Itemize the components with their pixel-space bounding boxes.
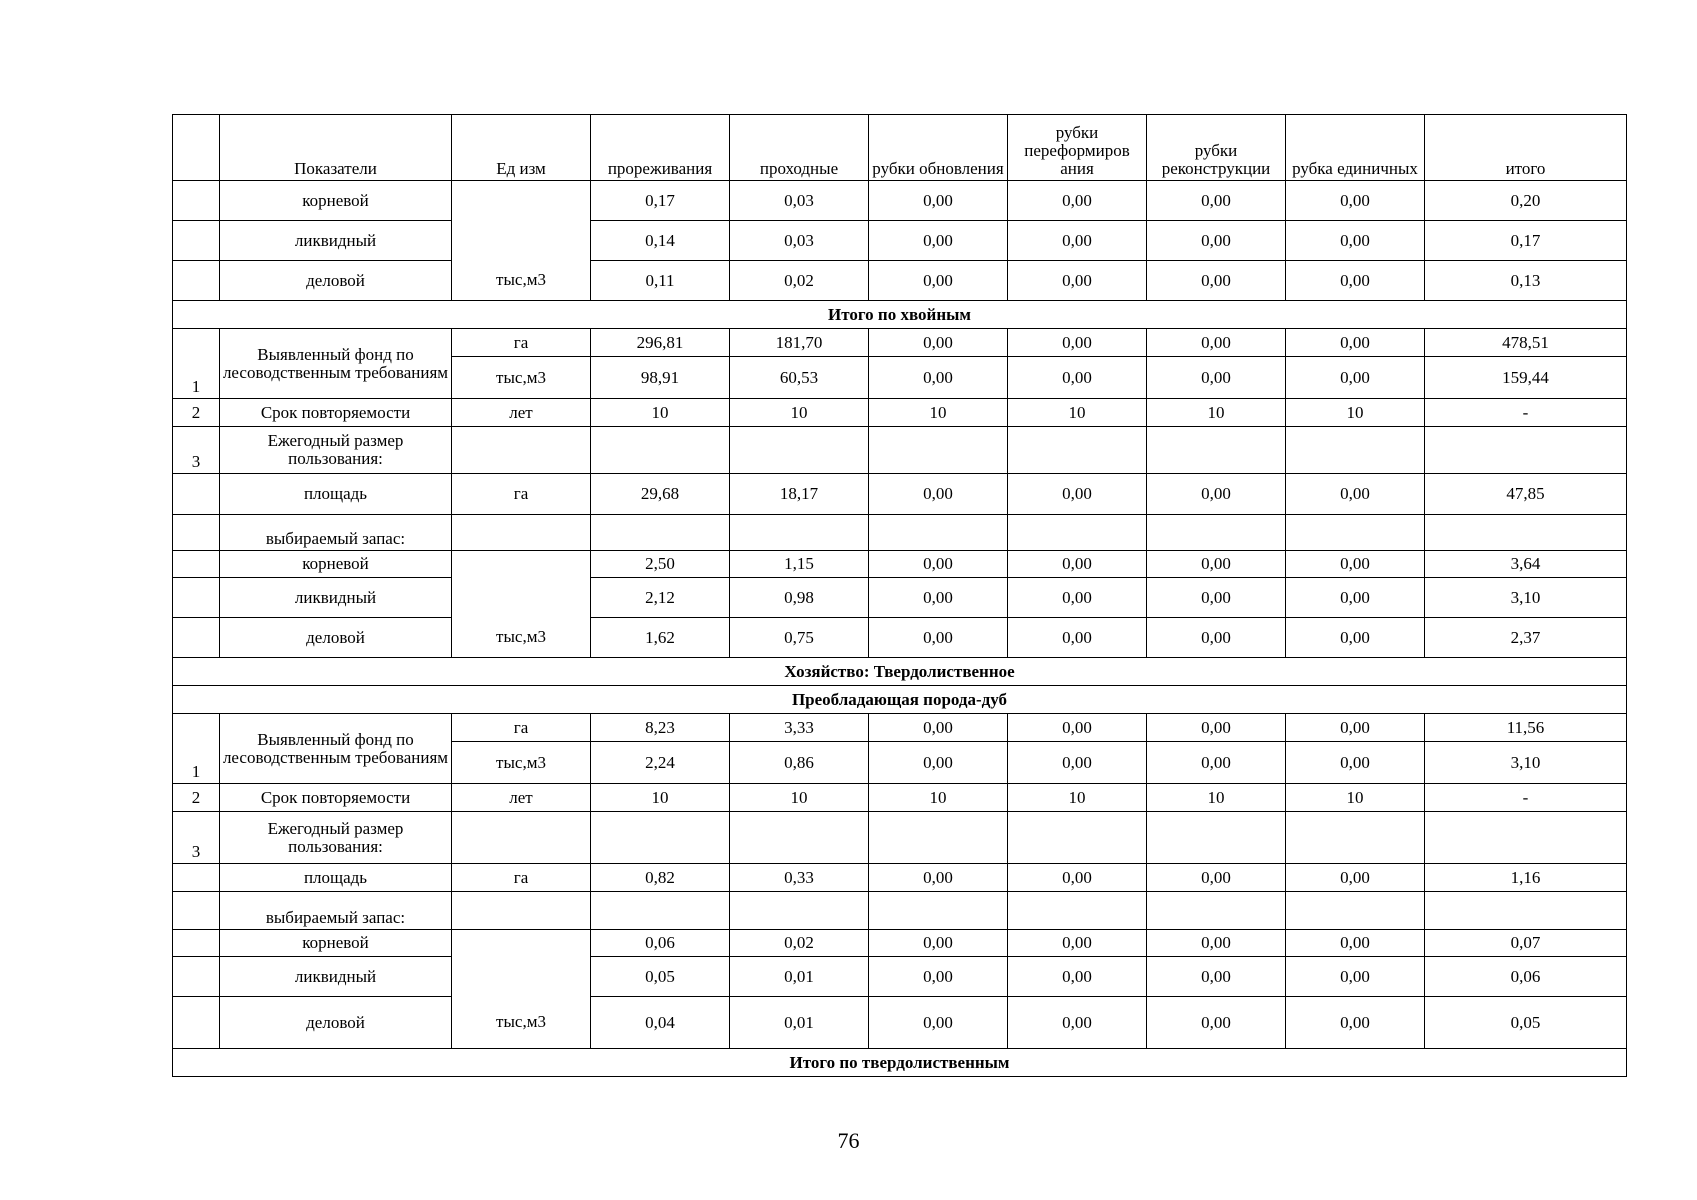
value-cell: 98,91 bbox=[591, 357, 730, 399]
value-cell: 10 bbox=[730, 784, 869, 812]
value-cell: 0,00 bbox=[869, 997, 1008, 1049]
table-row bbox=[173, 930, 1627, 957]
section-row bbox=[173, 658, 1627, 686]
value-cell: 60,53 bbox=[730, 357, 869, 399]
total-cell: 47,85 bbox=[1425, 474, 1627, 515]
total-cell: 478,51 bbox=[1425, 329, 1627, 357]
stock-label: ликвидный bbox=[220, 957, 452, 997]
value-cell: 0,00 bbox=[1008, 997, 1147, 1049]
total-cell: 1,16 bbox=[1425, 864, 1627, 892]
total-cell: 0,07 bbox=[1425, 930, 1627, 957]
stock-heading: выбираемый запас: bbox=[220, 515, 452, 551]
table-row bbox=[173, 864, 1627, 892]
value-cell: 0,00 bbox=[1147, 957, 1286, 997]
total-cell: 11,56 bbox=[1425, 714, 1627, 742]
forest-use-table bbox=[172, 114, 1627, 1077]
value-cell: 0,00 bbox=[1286, 997, 1425, 1049]
total-cell: 0,05 bbox=[1425, 997, 1627, 1049]
value-cell: 0,00 bbox=[1008, 930, 1147, 957]
area-label: площадь bbox=[220, 474, 452, 515]
section-row bbox=[173, 301, 1627, 329]
value-cell: 0,06 bbox=[591, 930, 730, 957]
header-reconstruction: рубки реконструкции bbox=[1147, 115, 1286, 181]
value-cell: 10 bbox=[1286, 399, 1425, 427]
value-cell: 0,00 bbox=[1147, 997, 1286, 1049]
value-cell: 0,00 bbox=[1008, 618, 1147, 658]
section-title: Хозяйство: Твердолиственное bbox=[173, 658, 1627, 686]
value-cell: 0,00 bbox=[1147, 329, 1286, 357]
page-number: 76 bbox=[837, 1128, 860, 1153]
value-cell: 0,00 bbox=[1147, 261, 1286, 301]
value-cell: 8,23 bbox=[591, 714, 730, 742]
value-cell: 0,00 bbox=[1008, 714, 1147, 742]
unit-cell: га bbox=[452, 864, 591, 892]
value-cell: 0,00 bbox=[1008, 551, 1147, 578]
value-cell: 0,00 bbox=[869, 930, 1008, 957]
table-row bbox=[173, 812, 1627, 864]
repeat-label: Срок повторяемости bbox=[220, 399, 452, 427]
value-cell: 0,00 bbox=[869, 474, 1008, 515]
row-number: 3 bbox=[173, 812, 220, 864]
value-cell: 0,00 bbox=[1147, 742, 1286, 784]
section-row bbox=[173, 1049, 1627, 1077]
value-cell: 10 bbox=[730, 399, 869, 427]
value-cell: 10 bbox=[591, 399, 730, 427]
section-title: Итого по твердолиственным bbox=[173, 1049, 1627, 1077]
table-row bbox=[173, 181, 1627, 221]
total-cell: 2,37 bbox=[1425, 618, 1627, 658]
value-cell: 0,03 bbox=[730, 221, 869, 261]
value-cell: 0,00 bbox=[869, 742, 1008, 784]
value-cell: 0,03 bbox=[730, 181, 869, 221]
repeat-label: Срок повторяемости bbox=[220, 784, 452, 812]
value-cell: 0,00 bbox=[1008, 864, 1147, 892]
value-cell: 10 bbox=[1147, 399, 1286, 427]
value-cell: 0,00 bbox=[1008, 578, 1147, 618]
total-cell: 3,64 bbox=[1425, 551, 1627, 578]
header-renewal: рубки обновления bbox=[869, 115, 1008, 181]
table-row bbox=[173, 329, 1627, 357]
value-cell: 0,17 bbox=[591, 181, 730, 221]
table-row bbox=[173, 399, 1627, 427]
table-row bbox=[173, 427, 1627, 474]
unit-cell: лет bbox=[452, 784, 591, 812]
fund-label: Выявленный фонд по лесоводственным требованиям bbox=[220, 329, 452, 399]
header-reforming: рубки переформиров ания bbox=[1008, 115, 1147, 181]
total-cell: 3,10 bbox=[1425, 578, 1627, 618]
row-number: 2 bbox=[173, 784, 220, 812]
total-cell: 0,20 bbox=[1425, 181, 1627, 221]
value-cell: 0,00 bbox=[1286, 181, 1425, 221]
header-unit: Ед изм bbox=[452, 115, 591, 181]
value-cell: 0,00 bbox=[869, 329, 1008, 357]
value-cell: 10 bbox=[869, 399, 1008, 427]
value-cell: 0,02 bbox=[730, 261, 869, 301]
value-cell: 0,33 bbox=[730, 864, 869, 892]
header-indicator: Показатели bbox=[220, 115, 452, 181]
stock-label: корневой bbox=[220, 930, 452, 957]
value-cell: 0,00 bbox=[1147, 551, 1286, 578]
table-row bbox=[173, 618, 1627, 658]
value-cell: 0,01 bbox=[730, 997, 869, 1049]
unit-cell: лет bbox=[452, 399, 591, 427]
row-number: 2 bbox=[173, 399, 220, 427]
value-cell: 10 bbox=[1008, 399, 1147, 427]
value-cell: 0,00 bbox=[869, 181, 1008, 221]
unit-cell: тыс,м3 bbox=[452, 618, 591, 658]
value-cell: 0,00 bbox=[1286, 930, 1425, 957]
value-cell: 2,12 bbox=[591, 578, 730, 618]
value-cell: 0,00 bbox=[1286, 618, 1425, 658]
table-row bbox=[173, 474, 1627, 515]
value-cell: 0,00 bbox=[869, 578, 1008, 618]
value-cell: 0,00 bbox=[1286, 578, 1425, 618]
section-title: Преобладающая порода-дуб bbox=[173, 686, 1627, 714]
value-cell: 0,00 bbox=[1008, 221, 1147, 261]
annual-label: Ежегодный размер пользования: bbox=[220, 812, 452, 864]
unit-cell: тыс,м3 bbox=[452, 357, 591, 399]
value-cell: 0,00 bbox=[1008, 474, 1147, 515]
value-cell: 0,00 bbox=[1286, 742, 1425, 784]
section-row bbox=[173, 686, 1627, 714]
value-cell: 0,75 bbox=[730, 618, 869, 658]
value-cell: 0,00 bbox=[869, 261, 1008, 301]
table-row bbox=[173, 892, 1627, 930]
value-cell: 0,00 bbox=[1286, 329, 1425, 357]
total-cell: 0,17 bbox=[1425, 221, 1627, 261]
value-cell: 0,00 bbox=[869, 357, 1008, 399]
value-cell: 0,14 bbox=[591, 221, 730, 261]
table-row bbox=[173, 957, 1627, 997]
value-cell: 0,00 bbox=[869, 551, 1008, 578]
value-cell: 3,33 bbox=[730, 714, 869, 742]
header-row bbox=[173, 115, 1627, 181]
value-cell: 0,00 bbox=[1147, 181, 1286, 221]
value-cell: 181,70 bbox=[730, 329, 869, 357]
row-number: 1 bbox=[173, 329, 220, 399]
unit-cell: тыс,м3 bbox=[452, 997, 591, 1049]
value-cell: 0,00 bbox=[1286, 357, 1425, 399]
stock-label: деловой bbox=[220, 997, 452, 1049]
value-cell: 10 bbox=[1147, 784, 1286, 812]
value-cell: 0,00 bbox=[1147, 714, 1286, 742]
value-cell: 2,24 bbox=[591, 742, 730, 784]
value-cell: 0,00 bbox=[1008, 742, 1147, 784]
value-cell: 0,82 bbox=[591, 864, 730, 892]
value-cell: 1,62 bbox=[591, 618, 730, 658]
unit-cell: га bbox=[452, 329, 591, 357]
annual-label: Ежегодный размер пользования: bbox=[220, 427, 452, 474]
value-cell: 18,17 bbox=[730, 474, 869, 515]
value-cell: 0,00 bbox=[1286, 864, 1425, 892]
stock-label: деловой bbox=[220, 618, 452, 658]
table-row bbox=[173, 784, 1627, 812]
stock-label: деловой bbox=[220, 261, 452, 301]
value-cell: 0,00 bbox=[1147, 930, 1286, 957]
table-row bbox=[173, 714, 1627, 742]
value-cell: 0,04 bbox=[591, 997, 730, 1049]
header-selective: рубка единичных bbox=[1286, 115, 1425, 181]
value-cell: 0,00 bbox=[1147, 474, 1286, 515]
value-cell: 0,02 bbox=[730, 930, 869, 957]
total-cell: 0,13 bbox=[1425, 261, 1627, 301]
value-cell: 0,98 bbox=[730, 578, 869, 618]
table-row bbox=[173, 221, 1627, 261]
value-cell: 0,86 bbox=[730, 742, 869, 784]
value-cell: 0,00 bbox=[1147, 221, 1286, 261]
table-row bbox=[173, 997, 1627, 1049]
stock-label: корневой bbox=[220, 181, 452, 221]
value-cell: 29,68 bbox=[591, 474, 730, 515]
total-cell: - bbox=[1425, 784, 1627, 812]
row-number: 3 bbox=[173, 427, 220, 474]
value-cell: 10 bbox=[1286, 784, 1425, 812]
header-passage: проходные bbox=[730, 115, 869, 181]
header-num bbox=[173, 115, 220, 181]
stock-label: корневой bbox=[220, 551, 452, 578]
value-cell: 0,00 bbox=[1286, 261, 1425, 301]
value-cell: 0,00 bbox=[1008, 357, 1147, 399]
total-cell: - bbox=[1425, 399, 1627, 427]
unit-cell: га bbox=[452, 474, 591, 515]
value-cell: 296,81 bbox=[591, 329, 730, 357]
value-cell: 0,00 bbox=[1147, 618, 1286, 658]
value-cell: 0,00 bbox=[869, 618, 1008, 658]
value-cell: 0,00 bbox=[869, 221, 1008, 261]
stock-heading: выбираемый запас: bbox=[220, 892, 452, 930]
area-label: площадь bbox=[220, 864, 452, 892]
value-cell: 0,00 bbox=[1008, 261, 1147, 301]
fund-label: Выявленный фонд по лесоводственным требованиям bbox=[220, 714, 452, 784]
value-cell: 0,00 bbox=[1286, 221, 1425, 261]
value-cell: 0,05 bbox=[591, 957, 730, 997]
table-row bbox=[173, 261, 1627, 301]
value-cell: 10 bbox=[869, 784, 1008, 812]
table-row bbox=[173, 578, 1627, 618]
value-cell: 0,00 bbox=[1147, 864, 1286, 892]
row-number: 1 bbox=[173, 714, 220, 784]
value-cell: 10 bbox=[591, 784, 730, 812]
value-cell: 0,00 bbox=[1147, 357, 1286, 399]
value-cell: 1,15 bbox=[730, 551, 869, 578]
value-cell: 0,00 bbox=[869, 864, 1008, 892]
total-cell: 3,10 bbox=[1425, 742, 1627, 784]
value-cell: 0,01 bbox=[730, 957, 869, 997]
value-cell: 0,00 bbox=[1286, 957, 1425, 997]
section-title: Итого по хвойным bbox=[173, 301, 1627, 329]
unit-cell: тыс,м3 bbox=[452, 261, 591, 301]
value-cell: 0,11 bbox=[591, 261, 730, 301]
header-thinning: прореживания bbox=[591, 115, 730, 181]
stock-label: ликвидный bbox=[220, 578, 452, 618]
value-cell: 2,50 bbox=[591, 551, 730, 578]
value-cell: 0,00 bbox=[1008, 181, 1147, 221]
value-cell: 0,00 bbox=[1286, 714, 1425, 742]
value-cell: 0,00 bbox=[869, 957, 1008, 997]
table-row bbox=[173, 551, 1627, 578]
value-cell: 0,00 bbox=[1286, 551, 1425, 578]
table-row bbox=[173, 515, 1627, 551]
value-cell: 0,00 bbox=[1286, 474, 1425, 515]
unit-cell: тыс,м3 bbox=[452, 742, 591, 784]
value-cell: 0,00 bbox=[1008, 329, 1147, 357]
value-cell: 0,00 bbox=[869, 714, 1008, 742]
value-cell: 0,00 bbox=[1008, 957, 1147, 997]
stock-label: ликвидный bbox=[220, 221, 452, 261]
value-cell: 10 bbox=[1008, 784, 1147, 812]
unit-cell: га bbox=[452, 714, 591, 742]
header-total: итого bbox=[1425, 115, 1627, 181]
total-cell: 159,44 bbox=[1425, 357, 1627, 399]
total-cell: 0,06 bbox=[1425, 957, 1627, 997]
value-cell: 0,00 bbox=[1147, 578, 1286, 618]
